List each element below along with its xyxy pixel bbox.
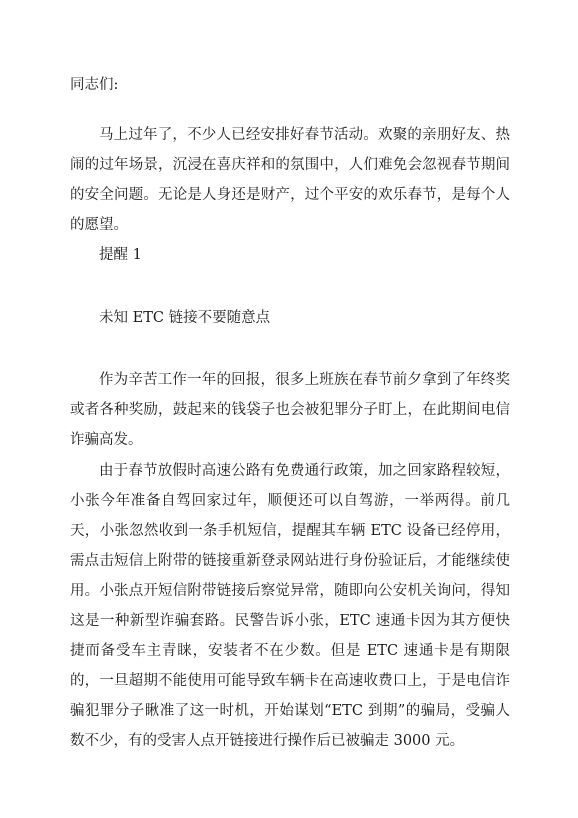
greeting: 同志们: [70,77,119,93]
paragraph-intro: 马上过年了，不少人已经安排好春节活动。欢聚的亲朋好友、热闹的过年场景，沉浸在喜庆祥和的氛围中，人们难免会忽视春节期间的安全问题。无论是人身还是财产，过个平安的欢乐春节，是每个人的愿望。 [70,127,510,233]
paragraph-bonus: 作为辛苦工作一年的回报，很多上班族在春节前夕拿到了年终奖或者各种奖励，鼓起来的钱袋子也会被犯罪分子盯上，在此期间电信诈骗高发。 [70,372,510,448]
paragraph-story: 由于春节放假时高速公路有免费通行政策，加之回家路程较短，小张今年准备自驾回家过年，顺便还可以自驾游，一举两得。前几天，小张忽然收到一条手机短信，提醒其车辆 ETC 设备已经停用，需点击短信上附带的链接重新登录网站进行身份验证后，才能继续使用。小张点开短信附带链接后察觉异常，随即向公安机关询问，得知这是一种新型诈骗套路。民警告诉小张，ETC 速通卡因为其方便快捷而备受车主青睐，安装者不在少数。但是 ETC 速通卡是有期限的，一旦超期不能使用可能导致车辆卡在高速收费口上，于是电信诈骗犯罪分子瞅准了这一时机，开始谋划“ETC 到期”的骗局，受骗人数不少，有的受害人点开链接进行操作后已被骗走 3000 元。 [70,463,510,749]
reminder-heading: 提醒 1 [99,247,142,263]
section-subtitle: 未知 ETC 链接不要随意点 [99,310,271,326]
